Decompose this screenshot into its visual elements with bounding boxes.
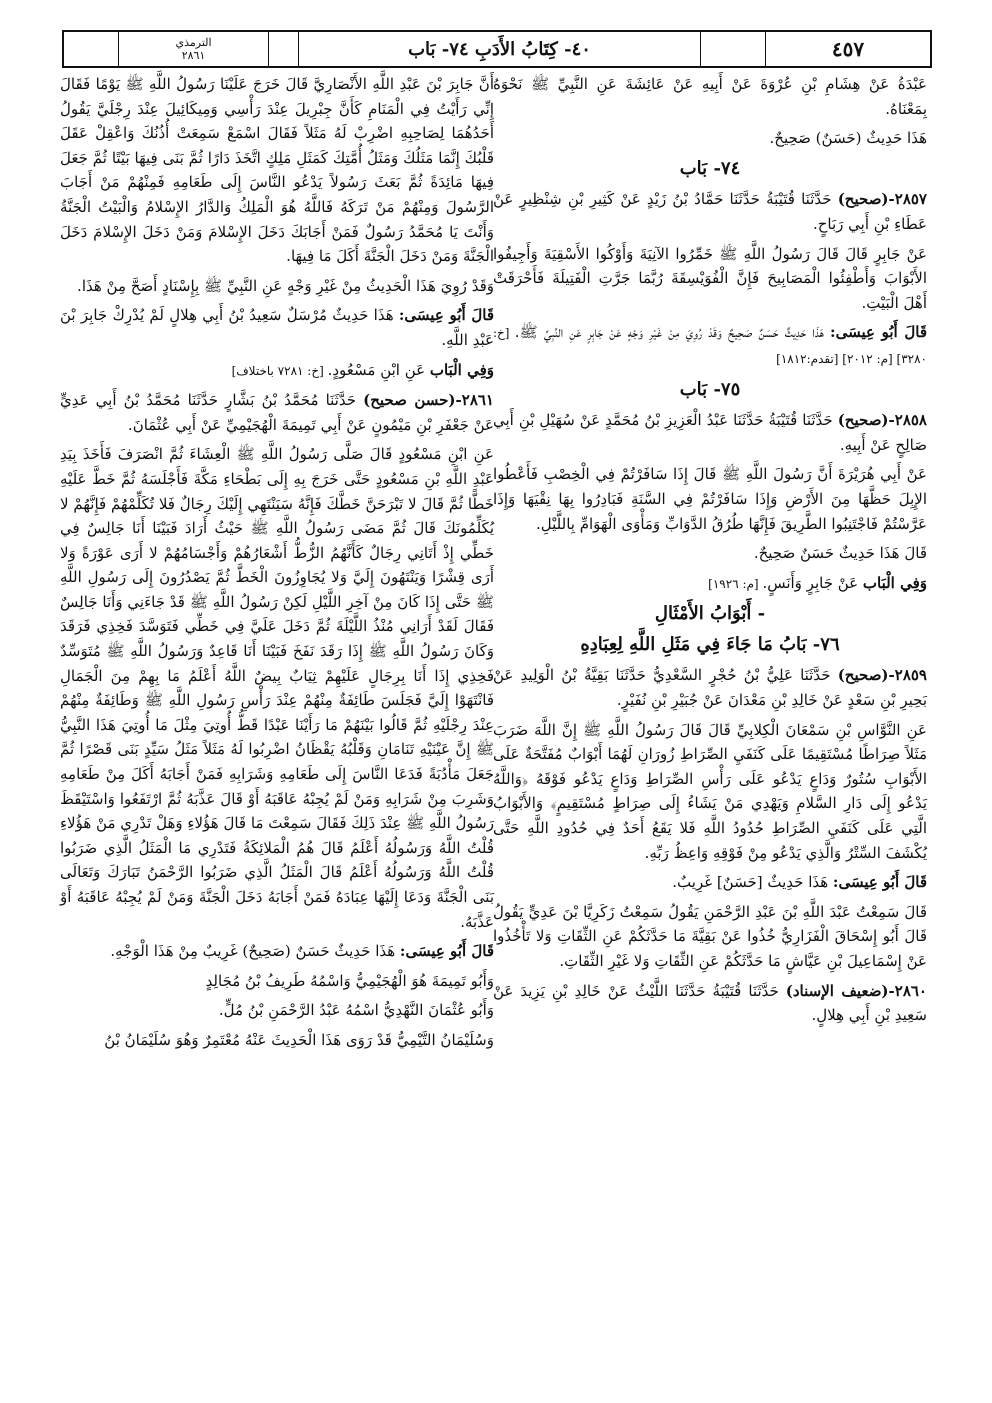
commentary-text: هَذَا حَدِيثٌ حَسَنٌ صَحِيحٌ وَقَدْ رُوِيَ مِنْ غَيْرِ وَجْهٍ عَنْ جَابِرٍ عَنِ النَّبِيِّ ﷺ. — [514, 323, 831, 342]
section-heading: ٧٦- بَابُ مَا جَاءَ فِي مَثَلِ اللَّهِ لِعِبَادِهِ — [580, 633, 840, 655]
text-paragraph: وَأَبُو تَمِيمَةَ هُوَ الْهُجَيْمِيُّ وَاسْمُهُ طَرِيفُ بْنُ مُجَالِدٍ — [205, 971, 494, 990]
commentary-paragraph — [493, 870, 927, 895]
commentary-text: هَذَا حَدِيثٌ [حَسَنٌ] غَرِيبٌ. — [672, 873, 833, 892]
text-paragraph: هَذَا حَدِيثٌ (حَسَنٌ) صَحِيحٌ. — [769, 129, 927, 148]
hadith-paragraph — [493, 663, 927, 712]
hadith-reference-box — [118, 32, 268, 66]
hadith-reference-number: ٢٨٦١ — [181, 49, 206, 62]
commentary-lead: قَالَ أَبُو عِيسَى: — [832, 873, 927, 892]
commentary-text: هَذَا حَدِيثٌ مُرْسَلٌ سَعِيدُ بْنُ أَبِي هِلالٍ لَمْ يُدْرِكْ جَابِرَ بْنَ عَبْدِ اللَّهِ. — [60, 306, 494, 349]
commentary-lead: قَالَ أَبُو عِيسَى: — [398, 306, 494, 325]
text-paragraph: عَبْدَةُ عَنْ هِشَامِ بْنِ عُرْوَةَ عَنْ أَبِيهِ عَنْ عَائِشَةَ عَنِ النَّبِيِّ ﷺ نَحْوَهُ بِمَعْنَاهُ. — [493, 75, 927, 118]
page-number: ٤٥٧ — [765, 32, 930, 66]
header-end-cell — [64, 32, 118, 66]
commentary-lead: وَفِي الْبَاب — [429, 360, 494, 379]
section-heading: - أَبْوَابُ الأَمْثَالِ — [654, 603, 766, 625]
hadith-chain-text: حَدَّثَنَا عَلِيُّ بْنُ حُجْرٍ السَّعْدِيُّ حَدَّثَنَا بَقِيَّةُ بْنُ الْوَلِيدِ عَنْ بَحِيرِ بْنِ سَعْدٍ عَنْ خَالِدِ بْنِ مَعْدَانَ عَنْ جُبَيْرِ بْنِ نُفَيْرٍ. — [493, 666, 927, 710]
hadith-number: ٢٨٦١-(حسن صحيح) — [363, 391, 494, 410]
hadith-paragraph — [60, 388, 494, 437]
takhrij-reference: [خ: ٧٢٨١ باختلاف] — [231, 363, 328, 378]
commentary-text: عَنْ جَابِرٍ وَأَنَسٍ. — [762, 573, 863, 592]
book-name: الترمذي — [175, 36, 212, 49]
hadith-number: ٢٨٦٠-(ضعيف الإسناد) — [785, 981, 927, 1000]
hadith-chain-text: حَدَّثَنَا قُتَيْبَةُ حَدَّثَنَا اللَّيْثُ عَنْ خَالِدِ بْنِ يَزِيدَ عَنْ سَعِيدِ بْنِ أَبِي هِلالٍ. — [493, 981, 927, 1025]
hadith-paragraph — [493, 187, 927, 236]
commentary-lead: قَالَ أَبُو عِيسَى: — [399, 942, 494, 961]
commentary-paragraph — [60, 939, 494, 964]
header-spacer-mid — [268, 32, 298, 66]
takhrij-reference: [خ: ٣٢٨٠] [م: ٢٠١٢] [تقدم:١٨١٢] — [493, 326, 927, 366]
hadith-number: ٢٨٥٧-(صحيح) — [837, 190, 927, 209]
hadith-chain-text: حَدَّثَنَا قُتَيْبَةُ حَدَّثَنَا عَبْدُ الْعَزِيزِ بْنُ مُحَمَّدٍ عَنْ سُهَيْلِ بْنِ أَبِي صَالِحٍ عَنْ أَبِيهِ. — [493, 411, 927, 454]
hadith-paragraph — [493, 979, 927, 1028]
text-paragraph: قَالَ سَمِعْتُ عَبْدَ اللَّهِ بْنَ عَبْدِ الرَّحْمَنِ يَقُولُ سَمِعْتُ زَكَرِيَّا بْنَ عَدِيٍّ يَقُولُ قَالَ أَبُو إِسْحَاقَ الْفَزَارِيُّ خُذُوا عَنْ بَقِيَّةَ مَا حَدَّثَكُمْ عَنِ الثِّقَاتِ وَلا تَأْخُذُوا عَنْ إِسْمَاعِيلَ بْنِ عَيَّاشٍ مَا حَدَّثَكُمْ عَنِ الثِّقَاتِ وَلا غَيْرِ الثِّقَاتِ. — [493, 902, 927, 970]
commentary-paragraph — [493, 571, 927, 597]
hadith-number: ٢٨٥٩-(صحيح) — [837, 666, 927, 685]
commentary-lead: وَفِي الْبَاب — [862, 573, 927, 592]
header-spacer — [700, 32, 765, 66]
text-paragraph: عَنْ جَابِرٍ قَالَ قَالَ رَسُولُ اللَّهِ ﷺ خَمِّرُوا الآنِيَةَ وَأَوْكُوا الأَسْقِيَةَ وَأَجِيفُوا الأَبْوَابَ وَأَطْفِئُوا الْمَصَابِيحَ فَإِنَّ الْفُوَيْسِقَةَ رُبَّمَا جَرَّتِ الْفَتِيلَةَ فَأَحْرَقَتْ أَهْلَ الْبَيْتِ. — [493, 244, 927, 312]
text-paragraph: عَنْ أَبِي هُرَيْرَةَ أَنَّ رَسُولَ اللَّهِ ﷺ قَالَ إِذَا سَافَرْتُمْ فِي الْخِصْبِ فَأَعْطُوا الإِبِلَ حَظَّهَا مِنَ الأَرْضِ وَإِذَا سَافَرْتُمْ فِي السَّنَةِ فَبَادِرُوا بِهَا نِقْيَهَا وَإِذَا عَرَّسْتُمْ فَاجْتَنِبُوا الطَّرِيقَ فَإِنَّهَا طُرُقُ الدَّوَابِّ وَمَأْوَى الْهَوَامِّ بِاللَّيْلِ. — [493, 465, 927, 533]
commentary-paragraph — [60, 358, 494, 384]
left-text-column — [60, 72, 494, 1058]
text-paragraph: وَسُلَيْمَانُ التَّيْمِيُّ قَدْ رَوَى هَذَا الْحَدِيثَ عَنْهُ مُعْتَمِرٌ وَهُوَ سُلَيْمَانُ بْنُ — [104, 1030, 494, 1049]
commentary-paragraph — [493, 320, 927, 371]
text-paragraph: عَنِ ابْنِ مَسْعُودٍ قَالَ صَلَّى رَسُولُ اللَّهِ ﷺ الْعِشَاءَ ثُمَّ انْصَرَفَ فَأَخَذَ بِيَدِ عَبْدِ اللَّهِ بْنِ مَسْعُودٍ حَتَّى خَرَجَ بِهِ إِلَى بَطْحَاءِ مَكَّةَ فَأَجْلَسَهُ ثُمَّ خَطَّ عَلَيْهِ خَطًّا ثُمَّ قَالَ لا تَبْرَحَنَّ خَطَّكَ فَإِنَّهُ سَيَنْتَهِي إِلَيْكَ رِجَالٌ فَلا تُكَلِّمْهُمْ فَإِنَّهُمْ لا يُكَلِّمُونَكَ قَالَ ثُمَّ مَضَى رَسُولُ اللَّهِ ﷺ حَيْثُ أَرَادَ فَبَيْنَا أَنَا جَالِسٌ فِي خَطِّي إِذْ أَتَانِي رِجَالٌ كَأَنَّهُمُ الزُّطُّ أَشْعَارُهُمْ وَأَجْسَامُهُمْ لا أَرَى عَوْرَةً وَلا أَرَى قِشْرًا وَيَنْتَهُونَ إِلَيَّ وَلا يُجَاوِزُونَ الْخَطَّ ثُمَّ يَصْدُرُونَ إِلَى رَسُولِ اللَّهِ ﷺ حَتَّى إِذَا كَانَ مِنْ آخِرِ اللَّيْلِ لَكِنْ رَسُولُ اللَّهِ ﷺ قَدْ جَاءَنِي وَأَنَا جَالِسٌ فَقَالَ لَقَدْ أَرَانِي مُنْذُ اللَّيْلَةَ ثُمَّ دَخَلَ عَلَيَّ فِي خَطِّي فَتَوَسَّدَ فَخِذِي فَرَقَدَ وَكَانَ رَسُولُ اللَّهِ ﷺ إِذَا رَقَدَ نَفَخَ فَبَيْنَا أَنَا قَاعِدٌ وَرَسُولُ اللَّهِ ﷺ مُتَوَسِّدٌ فَخِذِي إِذَا أَنَا بِرِجَالٍ عَلَيْهِمْ ثِيَابٌ بِيضٌ اللَّهُ أَعْلَمُ مَا بِهِمْ مِنَ الْجَمَالِ فَانْتَهَوْا إِلَيَّ فَجَلَسَ طَائِفَةٌ مِنْهُمْ عِنْدَ رَأْسِ رَسُولِ اللَّهِ ﷺ وَطَائِفَةٌ مِنْهُمْ عِنْدَ رِجْلَيْهِ ثُمَّ قَالُوا بَيْنَهُمْ مَا رَأَيْنَا عَبْدًا قَطُّ أُوتِيَ مِثْلَ مَا أُوتِيَ هَذَا النَّبِيُّ ﷺ إِنَّ عَيْنَيْهِ تَنَامَانِ وَقَلْبُهُ يَقْظَانُ اضْرِبُوا لَهُ مَثَلاً مَثَلُ سَيِّدٍ بَنَى قَصْرًا ثُمَّ جَعَلَ مَأْدُبَةً فَدَعَا النَّاسَ إِلَى طَعَامِهِ وَشَرَابِهِ فَمَنْ أَجَابَهُ أَكَلَ مِنْ طَعَامِهِ وَشَرِبَ مِنْ شَرَابِهِ وَمَنْ لَمْ يُجِبْهُ عَاقَبَهُ أَوْ قَالَ عَذَّبَهُ ثُمَّ ارْتَفَعُوا وَاسْتَيْقَظَ رَسُولُ اللَّهِ ﷺ عِنْدَ ذَلِكَ فَقَالَ سَمِعْتَ مَا قَالَ هَؤُلاءِ وَهَلْ تَدْرِي مَنْ هَؤُلاءِ قُلْتُ اللَّهُ وَرَسُولُهُ أَعْلَمُ قَالَ هُمُ الْمَلائِكَةُ فَتَدْرِي مَا الْمَثَلُ الَّذِي ضَرَبُوا قُلْتُ اللَّهُ وَرَسُولُهُ أَعْلَمُ قَالَ الْمَثَلُ الَّذِي ضَرَبُوا الرَّحْمَنُ تَبَارَكَ وَتَعَالَى بَنَى الْجَنَّةَ وَدَعَا إِلَيْهَا عِبَادَهُ فَمَنْ أَجَابَهُ دَخَلَ الْجَنَّةَ وَمَنْ لَمْ يُجِبْهُ عَاقَبَهُ أَوْ عَذَّبَهُ. — [60, 445, 494, 931]
text-paragraph: عَنِ النَّوَّاسِ بْنِ سَمْعَانَ الْكِلابِيِّ قَالَ قَالَ رَسُولُ اللَّهِ ﷺ إِنَّ اللَّهَ ضَرَبَ مَثَلاً صِرَاطًا مُسْتَقِيمًا عَلَى كَنَفَيِ الصِّرَاطِ زُورَانِ لَهُمَا أَبْوَابٌ مُفَتَّحَةٌ عَلَى الأَبْوَابِ سُتُورٌ وَدَاعٍ يَدْعُو عَلَى رَأْسِ الصِّرَاطِ وَدَاعٍ يَدْعُو فَوْقَهُ ﴿وَاللَّهُ يَدْعُو إِلَى دَارِ السَّلامِ وَيَهْدِي مَنْ يَشَاءُ إِلَى صِرَاطٍ مُسْتَقِيمٍ﴾ وَالأَبْوَابُ الَّتِي عَلَى كَنَفَيِ الصِّرَاطِ حُدُودُ اللَّهِ فَلا يَقَعُ أَحَدٌ فِي حُدُودِ اللَّهِ حَتَّى يُكْشَفَ السِّتْرُ وَالَّذِي يَدْعُو مِنْ فَوْقِهِ وَاعِظُ رَبِّهِ. — [493, 720, 927, 862]
chapter-title: ٤٠- كِتَابُ الأَدَبِ ٧٤- بَاب — [298, 32, 700, 66]
hadith-paragraph — [493, 408, 927, 457]
commentary-paragraph — [60, 303, 494, 352]
text-paragraph: أَنَّ جَابِرَ بْنَ عَبْدِ اللَّهِ الأَنْصَارِيَّ قَالَ خَرَجَ عَلَيْنَا رَسُولُ اللَّهِ ﷺ يَوْمًا فَقَالَ إِنِّي رَأَيْتُ فِي الْمَنَامِ كَأَنَّ جِبْرِيلَ عِنْدَ رَأْسِي وَمِيكَائِيلَ عِنْدَ رِجْلَيَّ يَقُولُ أَحَدُهُمَا لِصَاحِبِهِ اضْرِبْ لَهُ مَثَلاً فَقَالَ اسْمَعْ سَمِعَتْ أُذُنُكَ وَاعْقِلْ عَقَلَ قَلْبُكَ إِنَّمَا مَثَلُكَ وَمَثَلُ أُمَّتِكَ كَمَثَلِ مَلِكٍ اتَّخَذَ دَارًا ثُمَّ بَنَى فِيهَا بَيْتًا ثُمَّ جَعَلَ فِيهَا مَائِدَةً ثُمَّ بَعَثَ رَسُولاً يَدْعُو النَّاسَ إِلَى طَعَامِهِ فَمِنْهُمْ مَنْ أَجَابَ الرَّسُولَ وَمِنْهُمْ مَنْ تَرَكَهُ فَاللَّهُ هُوَ الْمَلِكُ وَالدَّارُ الإِسْلامُ وَالْبَيْتُ الْجَنَّةُ وَأَنْتَ يَا مُحَمَّدُ رَسُولٌ فَمَنْ أَجَابَكَ دَخَلَ الإِسْلامَ وَمَنْ دَخَلَ الإِسْلامَ دَخَلَ الْجَنَّةَ وَمَنْ دَخَلَ الْجَنَّةَ أَكَلَ مَا فِيهَا. — [60, 75, 494, 266]
text-paragraph: وَأَبُو عُثْمَانَ النَّهْدِيُّ اسْمُهُ عَبْدُ الرَّحْمَنِ بْنُ مُلٍّ. — [218, 1001, 494, 1020]
commentary-text: هَذَا حَدِيثٌ حَسَنٌ (صَحِيحٌ) غَرِيبٌ مِنْ هَذَا الْوَجْهِ. — [110, 942, 400, 961]
text-paragraph: وَقَدْ رُوِيَ هَذَا الْحَدِيثُ مِنْ غَيْرِ وَجْهٍ عَنِ النَّبِيِّ ﷺ بِإِسْنَادٍ أَصَحَّ مِنْ هَذَا. — [77, 276, 494, 295]
commentary-lead: قَالَ أَبُو عِيسَى: — [830, 323, 927, 342]
page-header — [62, 30, 932, 68]
section-heading: ٧٤- بَاب — [679, 157, 741, 179]
hadith-number: ٢٨٥٨-(صحيح) — [837, 411, 927, 430]
text-paragraph: قَالَ هَذَا حَدِيثٌ حَسَنٌ صَحِيحٌ. — [753, 544, 927, 563]
takhrij-reference: [م: ١٩٢٦] — [708, 576, 763, 591]
hadith-chain-text: حَدَّثَنَا مُحَمَّدُ بْنُ بَشَّارٍ حَدَّثَنَا مُحَمَّدُ بْنُ أَبِي عَدِيٍّ عَنْ جَعْفَرِ بْنِ مَيْمُونٍ عَنْ أَبِي تَمِيمَةَ الْهُجَيْمِيِّ عَنْ أَبِي عُثْمَانَ. — [60, 391, 494, 434]
section-heading: ٧٥- بَاب — [679, 378, 741, 400]
right-text-column — [493, 72, 927, 1033]
hadith-chain-text: حَدَّثَنَا قُتَيْبَةُ حَدَّثَنَا حَمَّادُ بْنُ زَيْدٍ عَنْ كَثِيرِ بْنِ شِنْظِيرٍ عَنْ عَطَاءِ بْنِ أَبِي رَبَاحٍ. — [493, 190, 927, 233]
commentary-text: عَنِ ابْنِ مَسْعُودٍ. — [327, 360, 430, 379]
